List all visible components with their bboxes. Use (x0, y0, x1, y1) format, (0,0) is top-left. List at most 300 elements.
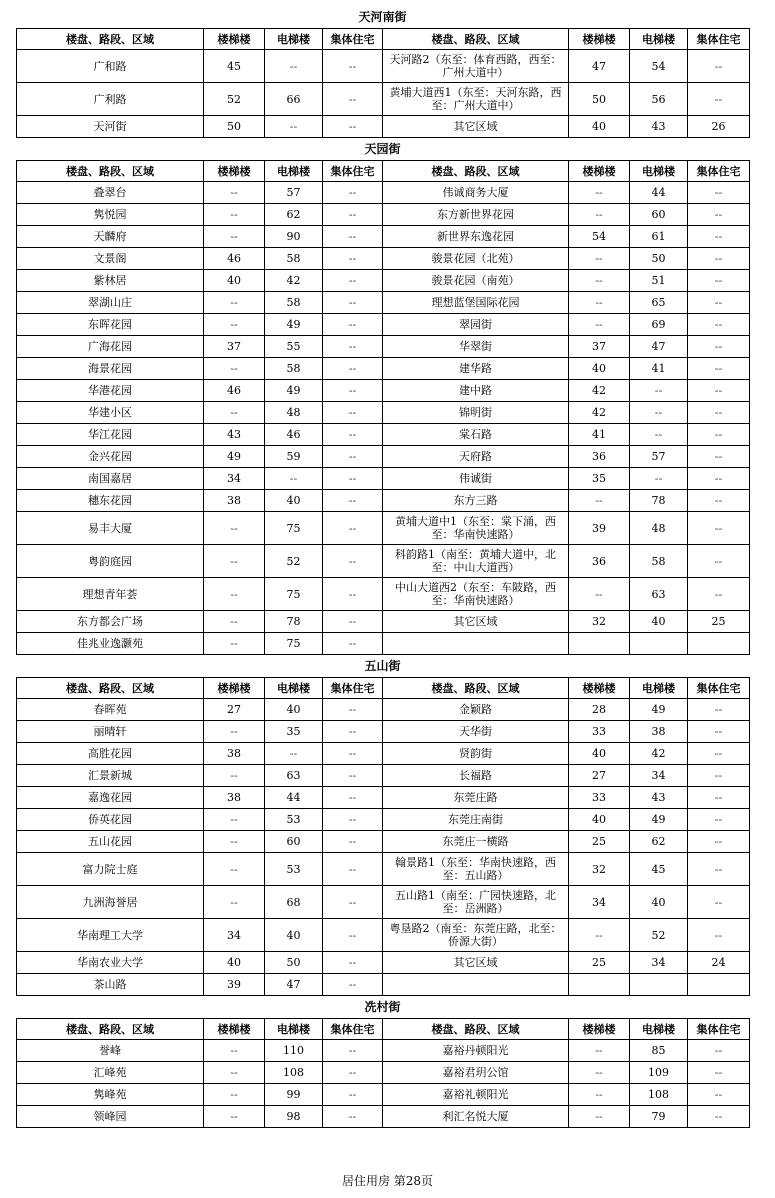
value-cell: -- (265, 50, 323, 83)
location-cell: 华港花园 (17, 380, 204, 402)
value-cell: 54 (630, 50, 688, 83)
location-cell: 海景花园 (17, 358, 204, 380)
value-cell: -- (204, 611, 265, 633)
value-cell: 50 (204, 116, 265, 138)
table-row (17, 83, 750, 116)
value-cell: 48 (265, 402, 323, 424)
value-cell: 33 (569, 787, 630, 809)
value-cell: 41 (630, 358, 688, 380)
location-cell: 锦明街 (383, 402, 569, 424)
value-cell: 42 (630, 743, 688, 765)
value-cell: -- (204, 886, 265, 919)
location-cell: 利汇名悦大厦 (383, 1106, 569, 1128)
location-cell: 东晖花园 (17, 314, 204, 336)
value-cell: 46 (204, 380, 265, 402)
value-cell: 63 (265, 765, 323, 787)
value-cell: -- (323, 83, 383, 116)
value-cell: -- (204, 765, 265, 787)
value-cell: -- (204, 633, 265, 655)
column-header: 楼盘、路段、区域 (383, 678, 569, 699)
value-cell: -- (204, 1040, 265, 1062)
table-row (17, 402, 750, 424)
value-cell: 57 (630, 446, 688, 468)
value-cell: 37 (204, 336, 265, 358)
table-row (17, 853, 750, 886)
value-cell: -- (688, 83, 750, 116)
table-row (17, 919, 750, 952)
table-row (17, 765, 750, 787)
value-cell: 26 (688, 116, 750, 138)
value-cell: 60 (265, 831, 323, 853)
column-header: 电梯楼 (630, 161, 688, 182)
column-header: 楼梯楼 (569, 161, 630, 182)
value-cell: -- (323, 1062, 383, 1084)
location-cell: 汇峰苑 (17, 1062, 204, 1084)
value-cell: -- (323, 446, 383, 468)
value-cell: -- (204, 402, 265, 424)
value-cell: -- (204, 721, 265, 743)
value-cell: 40 (569, 809, 630, 831)
table-row (17, 1062, 750, 1084)
value-cell: -- (323, 358, 383, 380)
value-cell: -- (569, 1106, 630, 1128)
location-cell: 新世界东逸花园 (383, 226, 569, 248)
location-cell: 理想蓝堡国际花园 (383, 292, 569, 314)
value-cell: 75 (265, 633, 323, 655)
value-cell: -- (688, 787, 750, 809)
location-cell: 东莞庄路 (383, 787, 569, 809)
value-cell: 43 (630, 116, 688, 138)
value-cell: 40 (569, 116, 630, 138)
value-cell: -- (265, 743, 323, 765)
table-row (17, 1106, 750, 1128)
value-cell: 37 (569, 336, 630, 358)
value-cell: -- (688, 424, 750, 446)
location-cell: 高胜花园 (17, 743, 204, 765)
table-row (17, 974, 750, 996)
value-cell: -- (688, 1106, 750, 1128)
value-cell: -- (688, 831, 750, 853)
table-row (17, 886, 750, 919)
column-header: 楼梯楼 (569, 29, 630, 50)
value-cell: 66 (265, 83, 323, 116)
column-header: 楼梯楼 (204, 678, 265, 699)
value-cell: 34 (630, 952, 688, 974)
value-cell (569, 974, 630, 996)
value-cell: 62 (265, 204, 323, 226)
location-cell: 华建小区 (17, 402, 204, 424)
table-row (17, 809, 750, 831)
location-cell: 茶山路 (17, 974, 204, 996)
value-cell: 24 (688, 952, 750, 974)
location-cell: 五山路1（南至：广园快速路，北至：岳洲路） (383, 886, 569, 919)
column-header: 楼梯楼 (204, 29, 265, 50)
location-cell: 华南理工大学 (17, 919, 204, 952)
value-cell: -- (323, 809, 383, 831)
value-cell: 25 (569, 952, 630, 974)
value-cell: -- (204, 358, 265, 380)
table-row (17, 512, 750, 545)
location-cell: 天府路 (383, 446, 569, 468)
table-row (17, 292, 750, 314)
value-cell: -- (323, 974, 383, 996)
value-cell: 25 (688, 611, 750, 633)
value-cell (688, 974, 750, 996)
value-cell: 78 (265, 611, 323, 633)
location-cell: 易丰大厦 (17, 512, 204, 545)
value-cell: -- (204, 831, 265, 853)
value-cell: 109 (630, 1062, 688, 1084)
value-cell: 90 (265, 226, 323, 248)
value-cell: -- (688, 578, 750, 611)
value-cell: -- (688, 853, 750, 886)
value-cell: 46 (265, 424, 323, 446)
location-cell: 粤垦路2（南至：东莞庄路，北至：侨源大街） (383, 919, 569, 952)
value-cell: -- (688, 699, 750, 721)
location-cell: 建中路 (383, 380, 569, 402)
value-cell: -- (630, 468, 688, 490)
value-cell: 36 (569, 545, 630, 578)
value-cell: 53 (265, 809, 323, 831)
location-cell: 翠湖山庄 (17, 292, 204, 314)
value-cell: 53 (265, 853, 323, 886)
column-header: 电梯楼 (630, 678, 688, 699)
value-cell: 55 (265, 336, 323, 358)
table-row (17, 611, 750, 633)
value-cell: 47 (630, 336, 688, 358)
value-cell: -- (323, 292, 383, 314)
column-header: 楼盘、路段、区域 (17, 678, 204, 699)
table-row (17, 1084, 750, 1106)
value-cell: 75 (265, 578, 323, 611)
value-cell: 47 (569, 50, 630, 83)
location-cell: 东莞庄一横路 (383, 831, 569, 853)
value-cell: 48 (630, 512, 688, 545)
table-row (17, 578, 750, 611)
location-cell: 骏景花园（南苑） (383, 270, 569, 292)
location-cell: 其它区域 (383, 116, 569, 138)
value-cell: 50 (569, 83, 630, 116)
value-cell: 61 (630, 226, 688, 248)
value-cell: -- (323, 765, 383, 787)
location-cell: 领峰园 (17, 1106, 204, 1128)
value-cell: -- (323, 380, 383, 402)
value-cell: 43 (630, 787, 688, 809)
value-cell: 99 (265, 1084, 323, 1106)
value-cell: 58 (630, 545, 688, 578)
value-cell: -- (569, 1040, 630, 1062)
column-header: 楼盘、路段、区域 (17, 161, 204, 182)
table-row (17, 116, 750, 138)
location-cell: 东方三路 (383, 490, 569, 512)
value-cell: 49 (630, 699, 688, 721)
value-cell: -- (688, 1062, 750, 1084)
column-header: 集体住宅 (688, 29, 750, 50)
value-cell: 32 (569, 853, 630, 886)
value-cell: -- (323, 578, 383, 611)
value-cell: -- (204, 1084, 265, 1106)
value-cell: -- (204, 226, 265, 248)
location-cell: 南国嘉居 (17, 468, 204, 490)
value-cell: 58 (265, 248, 323, 270)
value-cell: 38 (204, 490, 265, 512)
value-cell: -- (204, 182, 265, 204)
value-cell: 51 (630, 270, 688, 292)
location-cell: 嘉裕丹顿阳光 (383, 1040, 569, 1062)
value-cell: -- (323, 424, 383, 446)
location-cell: 骏景花园（北苑） (383, 248, 569, 270)
value-cell: -- (688, 204, 750, 226)
value-cell: -- (323, 512, 383, 545)
location-cell: 贤韵街 (383, 743, 569, 765)
value-cell: 40 (204, 952, 265, 974)
location-cell: 其它区域 (383, 611, 569, 633)
value-cell: -- (204, 1106, 265, 1128)
value-cell: -- (688, 182, 750, 204)
value-cell: 40 (569, 743, 630, 765)
value-cell: -- (569, 578, 630, 611)
table-row (17, 182, 750, 204)
value-cell: 47 (265, 974, 323, 996)
location-cell: 黄埔大道西1（东至：天河东路，西至：广州大道中） (383, 83, 569, 116)
value-cell: -- (323, 50, 383, 83)
location-cell: 翠园街 (383, 314, 569, 336)
value-cell: -- (688, 446, 750, 468)
value-cell: 52 (204, 83, 265, 116)
table-row (17, 468, 750, 490)
table-row (17, 743, 750, 765)
value-cell: 45 (630, 853, 688, 886)
column-header: 集体住宅 (323, 1019, 383, 1040)
value-cell: 60 (630, 204, 688, 226)
value-cell: 42 (569, 402, 630, 424)
price-table (16, 160, 750, 655)
location-cell: 东方都会广场 (17, 611, 204, 633)
location-cell: 广利路 (17, 83, 204, 116)
location-cell: 金兴花园 (17, 446, 204, 468)
value-cell: 38 (204, 743, 265, 765)
location-cell: 紫林居 (17, 270, 204, 292)
value-cell: 34 (204, 919, 265, 952)
location-cell: 天华街 (383, 721, 569, 743)
value-cell: -- (323, 490, 383, 512)
value-cell: -- (204, 292, 265, 314)
value-cell: 62 (630, 831, 688, 853)
value-cell: -- (688, 743, 750, 765)
value-cell: 59 (265, 446, 323, 468)
location-cell: 穗东花园 (17, 490, 204, 512)
column-header: 集体住宅 (323, 29, 383, 50)
value-cell: 63 (630, 578, 688, 611)
location-cell: 长福路 (383, 765, 569, 787)
table-row (17, 380, 750, 402)
price-table (16, 28, 750, 138)
value-cell: -- (569, 490, 630, 512)
value-cell: 45 (204, 50, 265, 83)
value-cell: -- (688, 1084, 750, 1106)
value-cell: -- (323, 919, 383, 952)
section-title: 天园街 (364, 142, 401, 156)
value-cell: -- (630, 402, 688, 424)
value-cell: 40 (204, 270, 265, 292)
column-header: 集体住宅 (688, 161, 750, 182)
header-row (17, 1019, 750, 1040)
value-cell: -- (688, 226, 750, 248)
value-cell: -- (688, 358, 750, 380)
value-cell: 34 (630, 765, 688, 787)
value-cell: 35 (265, 721, 323, 743)
value-cell: 65 (630, 292, 688, 314)
location-cell: 华南农业大学 (17, 952, 204, 974)
value-cell: -- (265, 116, 323, 138)
location-cell: 伟诚商务大厦 (383, 182, 569, 204)
value-cell: -- (323, 248, 383, 270)
value-cell: 56 (630, 83, 688, 116)
value-cell: -- (630, 380, 688, 402)
location-cell: 东莞庄南街 (383, 809, 569, 831)
value-cell: 38 (630, 721, 688, 743)
section-title: 五山街 (364, 659, 401, 673)
value-cell: -- (323, 952, 383, 974)
table-row (17, 248, 750, 270)
section-title: 天河南街 (358, 10, 407, 24)
location-cell: 理想青年荟 (17, 578, 204, 611)
table-row (17, 226, 750, 248)
value-cell: -- (688, 490, 750, 512)
location-cell: 富力院士庭 (17, 853, 204, 886)
value-cell: 58 (265, 358, 323, 380)
location-cell: 隽悦园 (17, 204, 204, 226)
value-cell: -- (323, 204, 383, 226)
column-header: 楼盘、路段、区域 (383, 29, 569, 50)
column-header: 楼梯楼 (204, 161, 265, 182)
column-header: 楼盘、路段、区域 (17, 29, 204, 50)
value-cell: 52 (265, 545, 323, 578)
location-cell: 侨英花园 (17, 809, 204, 831)
value-cell: -- (323, 743, 383, 765)
table-row (17, 446, 750, 468)
value-cell: 40 (265, 699, 323, 721)
value-cell: -- (204, 853, 265, 886)
location-cell: 金颖路 (383, 699, 569, 721)
column-header: 楼盘、路段、区域 (17, 1019, 204, 1040)
column-header: 电梯楼 (630, 1019, 688, 1040)
value-cell: 49 (630, 809, 688, 831)
column-header: 集体住宅 (323, 161, 383, 182)
page-footer: 居住用房 第28页 (341, 1174, 434, 1188)
value-cell: -- (323, 853, 383, 886)
column-header: 楼盘、路段、区域 (383, 161, 569, 182)
table-row (17, 358, 750, 380)
column-header: 楼梯楼 (569, 1019, 630, 1040)
value-cell: 40 (265, 490, 323, 512)
column-header: 集体住宅 (688, 678, 750, 699)
value-cell: -- (204, 578, 265, 611)
column-header: 集体住宅 (688, 1019, 750, 1040)
location-cell: 嘉逸花园 (17, 787, 204, 809)
value-cell: -- (688, 765, 750, 787)
location-cell: 天麟府 (17, 226, 204, 248)
value-cell: -- (323, 886, 383, 919)
value-cell: 108 (265, 1062, 323, 1084)
table-row (17, 314, 750, 336)
value-cell: -- (688, 919, 750, 952)
value-cell: 40 (569, 358, 630, 380)
value-cell: -- (630, 424, 688, 446)
value-cell: -- (688, 336, 750, 358)
table-row (17, 633, 750, 655)
value-cell: 69 (630, 314, 688, 336)
value-cell: -- (204, 314, 265, 336)
value-cell: -- (323, 402, 383, 424)
price-table (16, 1018, 750, 1128)
value-cell: 68 (265, 886, 323, 919)
document-body (16, 6, 749, 1128)
value-cell: 52 (630, 919, 688, 952)
location-cell: 文景阁 (17, 248, 204, 270)
location-cell: 翰景路1（东至：华南快速路，西至：五山路） (383, 853, 569, 886)
location-cell: 隽峰苑 (17, 1084, 204, 1106)
value-cell (630, 633, 688, 655)
value-cell: 54 (569, 226, 630, 248)
value-cell: 38 (204, 787, 265, 809)
value-cell: 98 (265, 1106, 323, 1128)
location-cell: 其它区域 (383, 952, 569, 974)
value-cell: 44 (265, 787, 323, 809)
column-header: 电梯楼 (265, 678, 323, 699)
value-cell: 39 (204, 974, 265, 996)
value-cell: 79 (630, 1106, 688, 1128)
location-cell: 嘉裕君玥公馆 (383, 1062, 569, 1084)
column-header: 楼梯楼 (204, 1019, 265, 1040)
location-cell: 中山大道西2（东至：车陂路，西至：华南快速路） (383, 578, 569, 611)
value-cell: 108 (630, 1084, 688, 1106)
value-cell: -- (688, 468, 750, 490)
value-cell: 43 (204, 424, 265, 446)
value-cell: 28 (569, 699, 630, 721)
location-cell: 建华路 (383, 358, 569, 380)
value-cell: 32 (569, 611, 630, 633)
value-cell: 35 (569, 468, 630, 490)
value-cell: 78 (630, 490, 688, 512)
value-cell: 34 (204, 468, 265, 490)
value-cell: -- (204, 809, 265, 831)
table-row (17, 424, 750, 446)
value-cell: 49 (265, 314, 323, 336)
table-row (17, 50, 750, 83)
location-cell: 五山花园 (17, 831, 204, 853)
value-cell (688, 633, 750, 655)
location-cell: 丽晴轩 (17, 721, 204, 743)
header-row (17, 29, 750, 50)
value-cell: -- (688, 1040, 750, 1062)
location-cell: 华翠街 (383, 336, 569, 358)
column-header: 楼梯楼 (569, 678, 630, 699)
value-cell: 40 (630, 611, 688, 633)
value-cell: -- (323, 787, 383, 809)
value-cell: 41 (569, 424, 630, 446)
table-row (17, 699, 750, 721)
value-cell: -- (323, 116, 383, 138)
value-cell: -- (569, 204, 630, 226)
value-cell: -- (323, 545, 383, 578)
value-cell: 40 (630, 886, 688, 919)
value-cell: -- (688, 292, 750, 314)
column-header: 电梯楼 (630, 29, 688, 50)
table-row (17, 831, 750, 853)
location-cell: 汇景新城 (17, 765, 204, 787)
value-cell: 50 (265, 952, 323, 974)
